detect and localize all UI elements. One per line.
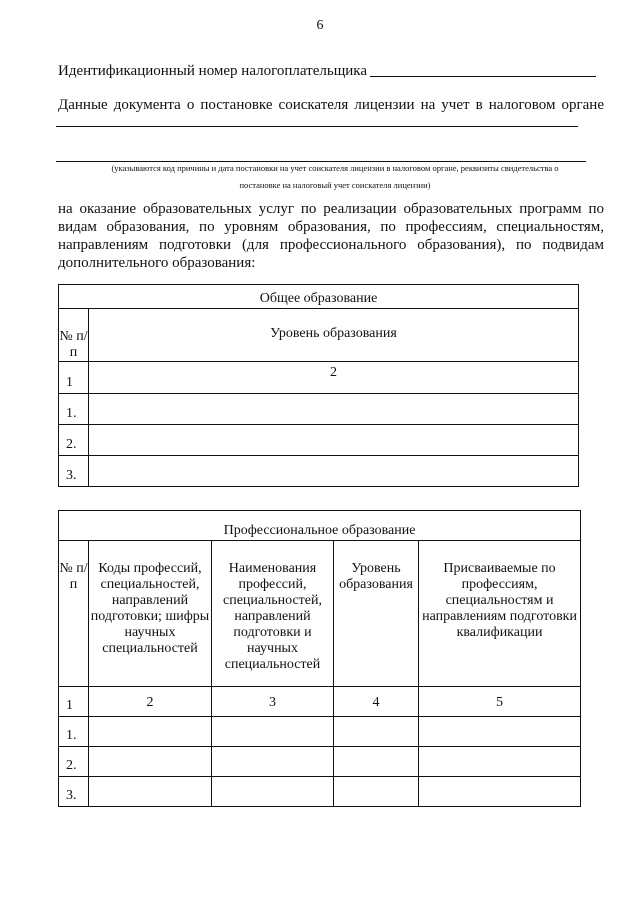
professional-col-level-header: Уровень образования <box>334 541 419 687</box>
professional-col-qualification-header: Присваиваемые по профессиям, специальностям и направлениям подготовки квалификации <box>419 541 581 687</box>
professional-row-level-cell[interactable] <box>334 747 419 777</box>
professional-row-names-cell[interactable] <box>212 717 334 747</box>
general-col-no-header: № п/п <box>59 309 89 362</box>
professional-row-codes-cell[interactable] <box>89 717 212 747</box>
general-table-row <box>59 425 579 456</box>
professional-index-cell-5: 5 <box>419 687 581 717</box>
professional-education-table <box>58 510 581 807</box>
general-row-number: 2. <box>59 425 89 456</box>
general-row-level-cell[interactable] <box>89 394 579 425</box>
professional-index-cell-2: 2 <box>89 687 212 717</box>
professional-col-names-header: Наименования профессий, специальностей, направлений подготовки и научных специальностей <box>212 541 334 687</box>
general-table-row <box>59 394 579 425</box>
general-row-level-cell[interactable] <box>89 425 579 456</box>
registration-label: Данные документа о постановке соискателя лицензии на учет в налоговом органе <box>58 97 604 113</box>
professional-index-cell-4: 4 <box>334 687 419 717</box>
registration-field-line-2[interactable] <box>56 161 586 162</box>
professional-table-row <box>59 717 581 747</box>
professional-row-codes-cell[interactable] <box>89 747 212 777</box>
general-education-title: Общее образование <box>59 285 579 309</box>
general-row-number: 1. <box>59 394 89 425</box>
professional-index-cell-3: 3 <box>212 687 334 717</box>
taxpayer-id-field[interactable] <box>370 76 596 77</box>
professional-table-row <box>59 777 581 807</box>
professional-col-codes-header: Коды профессий, специальностей, направлений подготовки; шифры научных специальностей <box>89 541 212 687</box>
professional-row-number: 2. <box>59 747 89 777</box>
professional-col-no-header: № п/п <box>59 541 89 687</box>
professional-row-qualification-cell[interactable] <box>419 747 581 777</box>
professional-row-level-cell[interactable] <box>334 777 419 807</box>
professional-row-qualification-cell[interactable] <box>419 777 581 807</box>
registration-field-line-1[interactable] <box>56 126 578 127</box>
general-table-row <box>59 456 579 487</box>
general-index-cell-1: 1 <box>59 362 89 394</box>
professional-row-names-cell[interactable] <box>212 747 334 777</box>
general-col-level-header: Уровень образования <box>89 309 579 362</box>
professional-row-number: 1. <box>59 717 89 747</box>
page-number: 6 <box>316 18 324 33</box>
general-education-table <box>58 284 579 487</box>
professional-row-codes-cell[interactable] <box>89 777 212 807</box>
professional-table-row <box>59 747 581 777</box>
professional-index-cell-1: 1 <box>59 687 89 717</box>
professional-row-names-cell[interactable] <box>212 777 334 807</box>
professional-education-title: Профессиональное образование <box>59 511 581 541</box>
professional-row-number: 3. <box>59 777 89 807</box>
general-row-level-cell[interactable] <box>89 456 579 487</box>
taxpayer-id-label: Идентификационный номер налогоплательщика <box>58 63 368 79</box>
registration-note-line-2: постановке на налоговый учет соискателя лицензии) <box>239 180 431 190</box>
intro-paragraph: на оказание образовательных услуг по реализации образовательных программ по видам образования, по уровням образования, по профессиям, специальностям, направлениям подготовки (для профессионального образования), по подвидам дополнительного образования: <box>58 201 604 271</box>
professional-row-qualification-cell[interactable] <box>419 717 581 747</box>
general-row-number: 3. <box>59 456 89 487</box>
professional-row-level-cell[interactable] <box>334 717 419 747</box>
registration-note-line-1: (указываются код причины и дата постановки на учет соискателя лицензии в налоговом органе, реквизиты свидетельства о <box>111 163 559 173</box>
general-index-cell-2: 2 <box>89 362 579 394</box>
